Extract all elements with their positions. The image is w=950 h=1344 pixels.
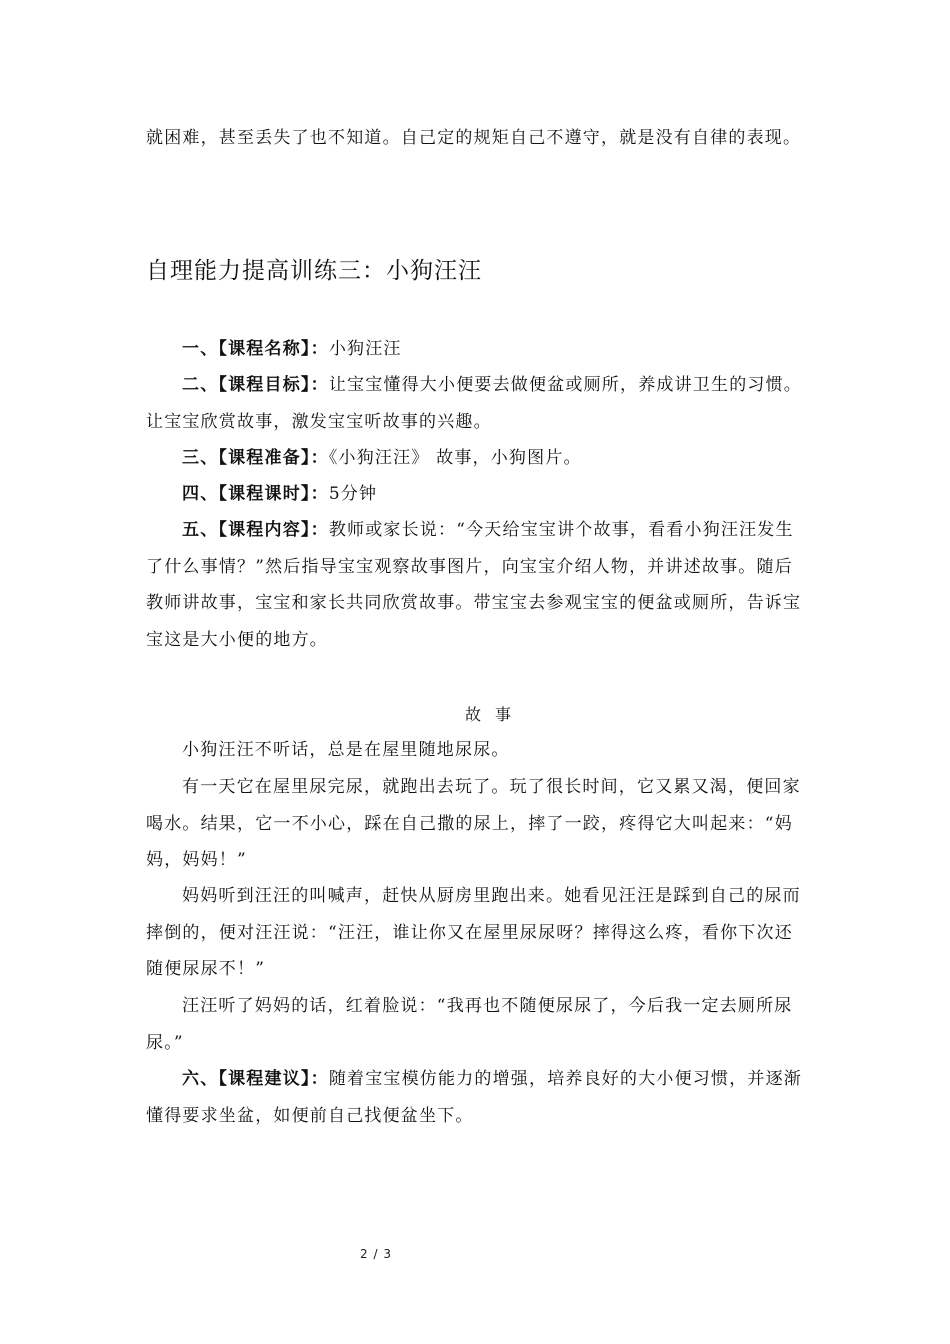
course-suggestion-item xyxy=(146,1061,806,1134)
intro-paragraph: 就困难，甚至丢失了也不知道。自己定的规矩自己不遵守，就是没有自律的表现。 xyxy=(146,128,802,148)
course-name-text: 小狗汪汪 xyxy=(328,339,402,359)
story-paragraph-3: 妈妈听到汪汪的叫喊声，赶快从厨房里跑出来。她看见汪汪是踩到自己的尿而摔倒的，便对汪汪说：“汪汪，谁让你又在屋里尿尿呀？摔得这么疼，看你下次还随便尿尿不！” xyxy=(146,886,801,979)
course-suggestion-text: 随着宝宝模仿能力的增强，培养良好的大小便习惯，并逐渐懂得要求坐盆，如便前自己找便盆坐下。 xyxy=(146,1069,803,1126)
course-duration-label: 四、【课程课时】： xyxy=(182,484,329,504)
course-duration-text: 5分钟 xyxy=(328,484,378,504)
course-prep-item xyxy=(146,440,806,477)
course-prep-text: 《小狗汪汪》 故事，小狗图片。 xyxy=(328,448,582,468)
story-paragraph-1: 小狗汪汪不听话，总是在屋里随地尿尿。 xyxy=(182,740,510,760)
course-suggestion-label: 六、【课程建议】： xyxy=(182,1069,329,1089)
course-name-label: 一、【课程名称】： xyxy=(182,339,329,359)
course-name-item xyxy=(146,331,806,368)
story-paragraph-4: 汪汪听了妈妈的话，红着脸说：“我再也不随便尿尿了，今后我一定去厕所尿尿。” xyxy=(146,996,793,1053)
page-number: 2 / 3 xyxy=(360,1247,392,1261)
course-content-label: 五、【课程内容】： xyxy=(182,520,329,540)
course-prep-label: 三、【课程准备】： xyxy=(182,448,329,468)
course-goal-item xyxy=(146,367,806,440)
story-paragraph-2: 有一天它在屋里尿完尿，就跑出去玩了。玩了很长时间，它又累又渴，便回家喝水。结果，它一不小心，踩在自己撒的尿上，摔了一跤，疼得它大叫起来：“妈妈，妈妈！” xyxy=(146,777,801,870)
course-content-text: 教师或家长说：“今天给宝宝讲个故事，看看小狗汪汪发生了什么事情？”然后指导宝宝观察故事图片，向宝宝介绍人物，并讲述故事。随后教师讲故事，宝宝和家长共同欣赏故事。带宝宝去参观宝宝的便盆或厕所，告诉宝宝这是大小便的地方。 xyxy=(146,520,802,650)
course-duration-item xyxy=(146,476,806,513)
course-goal-text: 让宝宝懂得大小便要去做便盆或厕所，养成讲卫生的习惯。让宝宝欣赏故事，激发宝宝听故事的兴趣。 xyxy=(146,375,803,432)
course-goal-label: 二、【课程目标】： xyxy=(182,375,329,395)
course-content-item xyxy=(146,512,806,658)
story-title: 故事 xyxy=(464,705,525,724)
section-title: 自理能力提高训练三：小狗汪汪 xyxy=(146,258,482,284)
